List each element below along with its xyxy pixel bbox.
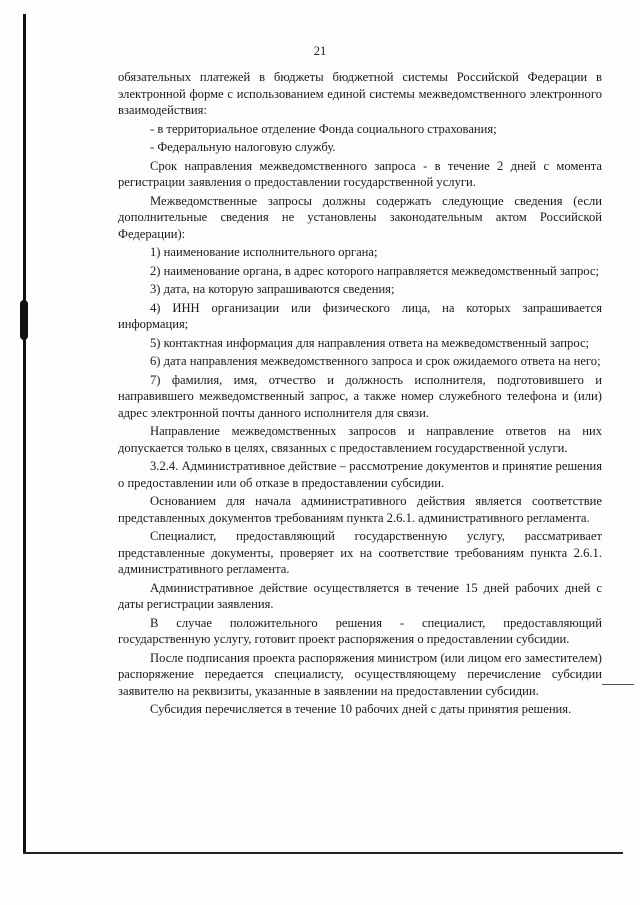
page-number: 21 bbox=[313, 44, 327, 58]
paragraph-request-purpose: Направление межведомственных запросов и направление ответов на них допускается только в целях, связанных с предоставлением государственной услуги. bbox=[118, 424, 602, 455]
paragraph-basis: Основанием для начала административного действия является соответствие представленных документов требованиям пункта 2.6.1. административного регламента. bbox=[118, 494, 602, 525]
paragraph-after-signing: После подписания проекта распоряжения министром (или лицом его заместителем) распоряжение передается специалисту, осуществляющему перечисление субсидии заявителю на реквизиты, указанные в заявлении на предоставлении субсидии. bbox=[118, 650, 602, 698]
list-item-4: 4) ИНН организации или физического лица, на которых запрашивается информация; bbox=[118, 300, 602, 331]
list-item-fss: - в территориальное отделение Фонда социального страхования; bbox=[150, 121, 497, 136]
list-item-3: 3) дата, на которую запрашиваются сведения; bbox=[150, 282, 395, 296]
list-item-2: 2) наименование органа, в адрес которого направляется межведомственный запрос; bbox=[150, 263, 599, 278]
paragraph-specialist-review: Специалист, предоставляющий государственную услугу, рассматривает представленные документы, проверяет их на соответствие требованиям пункта 2.6.1. административного регламента. bbox=[118, 529, 602, 576]
list-item-fns: - Федеральную налоговую службу. bbox=[150, 140, 336, 154]
margin-pen-mark bbox=[602, 684, 634, 685]
list-item-1: 1) наименование исполнительного органа; bbox=[150, 245, 378, 259]
paragraph-subsidy-transfer: Субсидия перечисляется в течение 10 рабочих дней с даты принятия решения. bbox=[150, 702, 572, 716]
scan-bottom-border bbox=[23, 852, 623, 854]
paragraph-positive-decision: В случае положительного решения - специалист, предоставляющий государственную услугу, готовит проект распоряжения о предоставлении субсидии. bbox=[118, 615, 602, 646]
section-3-2-4: 3.2.4. Административное действие – рассмотрение документов и принятие решения о предоставлении или об отказе в предоставлении субсидии. bbox=[118, 459, 602, 490]
list-item-6: 6) дата направления межведомственного запроса и срок ожидаемого ответа на него; bbox=[150, 354, 601, 368]
document-body bbox=[118, 69, 602, 720]
list-item-5: 5) контактная информация для направления ответа на межведомственный запрос; bbox=[150, 335, 590, 350]
paragraph-request-contents: Межведомственные запросы должны содержать следующие сведения (если дополнительные сведения не установлены законодательным актом Российской Федерации): bbox=[118, 193, 602, 241]
paragraph-continuation: обязательных платежей в бюджеты бюджетной системы Российской Федерации в электронной форме с использованием единой системы межведомственного электронного взаимодействия: bbox=[118, 70, 602, 117]
paragraph-action-term: Административное действие осуществляется в течение 15 дней рабочих дней с даты регистрации заявления. bbox=[118, 580, 602, 611]
paragraph-request-deadline: Срок направления межведомственного запроса - в течение 2 дней с момента регистрации заявления о предоставлении государственной услуги. bbox=[118, 158, 602, 189]
scan-left-border bbox=[23, 14, 26, 854]
list-item-7: 7) фамилия, имя, отчество и должность исполнителя, подготовившего и направившего межведомственный запрос, а также номер служебного телефона и (или) адрес электронной почты данного исполнителя для связи. bbox=[118, 372, 602, 420]
scan-binding-mark bbox=[20, 300, 28, 340]
